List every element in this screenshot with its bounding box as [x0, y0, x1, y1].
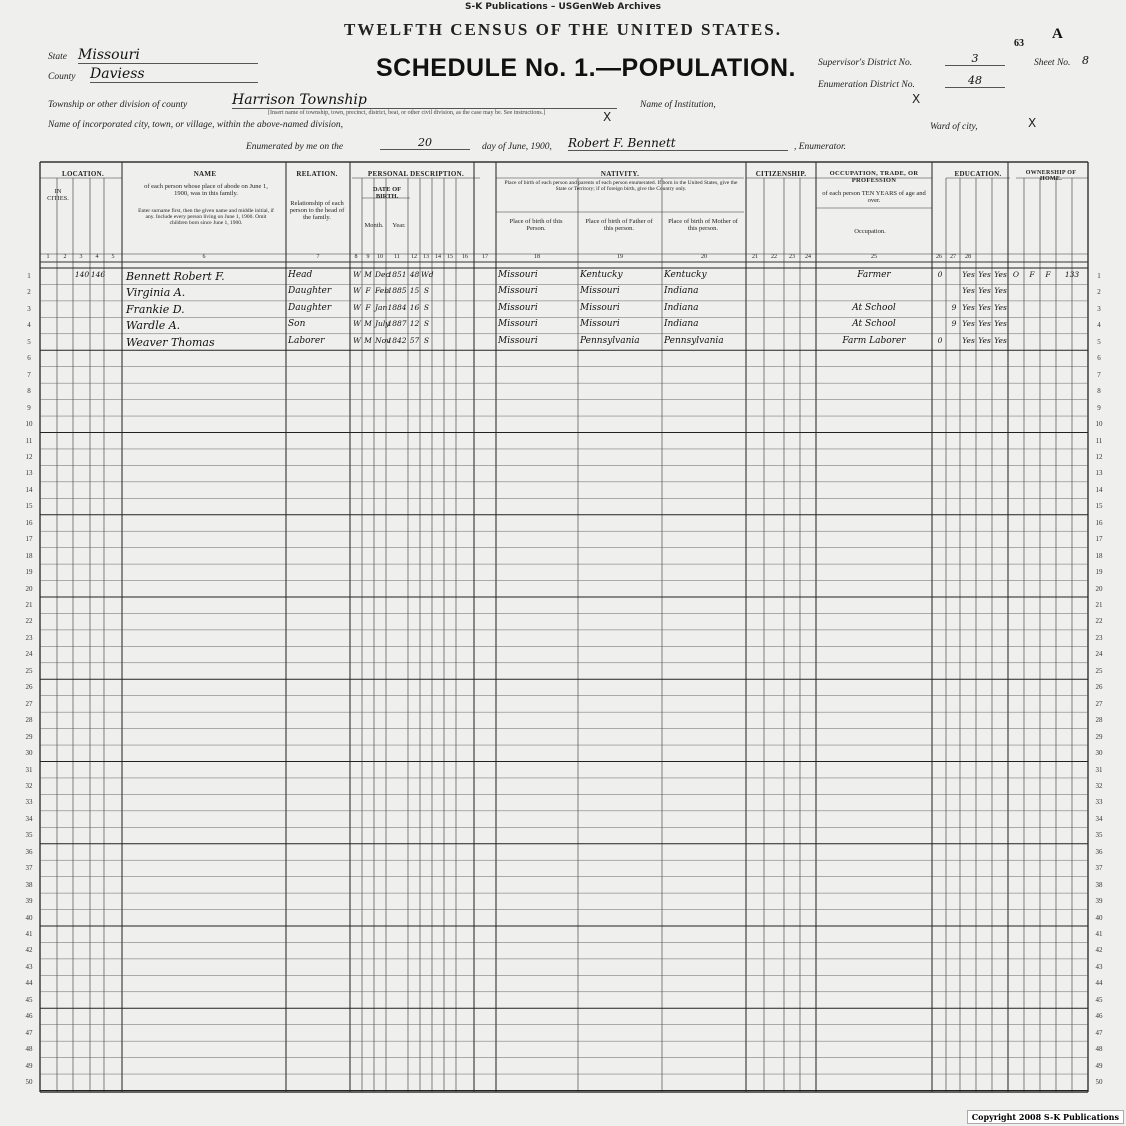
column-number: 25 [871, 254, 877, 260]
line-number: 25 [25, 666, 33, 675]
column-number: 7 [316, 254, 320, 260]
cell-months-unemployed: 0 [937, 335, 943, 345]
column-number: 9 [366, 254, 370, 260]
column-number: 6 [202, 254, 206, 260]
column-number: 12 [411, 254, 417, 260]
cell-year: 1885 [387, 286, 407, 296]
line-number: 26 [25, 683, 33, 692]
header-pob-father: Place of birth of Father of this person. [585, 218, 653, 232]
line-number: 20 [1095, 584, 1103, 593]
line-number: 22 [25, 617, 33, 626]
line-number: 42 [1095, 946, 1103, 955]
line-number: 47 [25, 1028, 33, 1037]
column-number: 17 [482, 254, 488, 260]
column-number: 26 [936, 254, 942, 260]
cell-write: Yes [978, 270, 991, 279]
cell-pob-mother: Indiana [664, 286, 699, 297]
header-name-desc: of each person whose place of abode on June 1, 1900, was in this family. [144, 183, 268, 197]
column-number: 19 [617, 254, 623, 260]
cell-marital: S [423, 286, 430, 296]
cell-year: 1887 [387, 319, 407, 329]
header-occupation: OCCUPATION, TRADE, OR PROFESSION [829, 170, 919, 184]
cell-color: W [353, 302, 361, 312]
institution-label: Name of Institution, [640, 100, 716, 110]
cell-occupation: At School [852, 319, 896, 330]
cell-pob: Missouri [498, 335, 538, 346]
cell-pob: Missouri [498, 286, 538, 297]
line-number: 12 [25, 452, 33, 461]
cell-pob-mother: Indiana [664, 302, 699, 313]
line-number: 35 [1095, 831, 1103, 840]
column-number: 1 [46, 254, 50, 260]
cell-schedule-no: 133 [1064, 270, 1080, 279]
cell-relation: Laborer [288, 335, 325, 346]
column-number: 5 [111, 254, 115, 260]
cell-occupation: At School [852, 302, 896, 313]
line-number: 18 [25, 551, 33, 560]
header-in-cities: IN CITIES. [47, 188, 69, 202]
township-value: Harrison Township [232, 92, 617, 109]
cell-read: Yes [962, 286, 975, 296]
supervisor-label: Supervisor's District No. [818, 58, 913, 68]
cell-read: Yes [962, 335, 975, 345]
cell-pob-father: Missouri [580, 302, 620, 313]
publisher-caption: S-K Publications – USGenWeb Archives [465, 2, 661, 12]
header-pob-person: Place of birth of this Person. [509, 218, 563, 232]
line-number: 38 [1095, 880, 1103, 889]
line-number: 41 [25, 930, 33, 938]
line-number: 33 [25, 798, 33, 807]
line-number: 27 [25, 699, 33, 708]
state-label: State [48, 52, 67, 62]
column-number: 20 [701, 254, 707, 260]
cell-write: Yes [978, 302, 991, 312]
line-number: 29 [25, 732, 33, 741]
cell-sex: M [364, 335, 372, 345]
line-number: 44 [25, 979, 33, 988]
cell-color: W [353, 270, 361, 279]
line-number: 50 [1095, 1078, 1103, 1087]
cell-month: Feb [375, 286, 390, 296]
cell-owned: O [1012, 270, 1020, 279]
line-number: 31 [25, 765, 33, 774]
cell-month: Nov [375, 335, 391, 345]
sheet-letter: A [1052, 26, 1063, 42]
line-number: 18 [1095, 551, 1103, 560]
cell-dwelling: 140 [74, 270, 90, 279]
cell-farm-house: F [1045, 270, 1051, 279]
line-number: 43 [1095, 962, 1103, 971]
column-number: 11 [394, 254, 400, 260]
cell-color: W [353, 335, 361, 345]
cell-year: 1851 [387, 270, 407, 279]
city-label: Name of incorporated city, town, or village, within the above-named division, [48, 120, 343, 130]
column-number: 13 [423, 254, 429, 260]
cell-pob-father: Missouri [580, 319, 620, 330]
line-number: 46 [1095, 1012, 1103, 1021]
cell-english: Yes [994, 335, 1007, 345]
census-title: TWELFTH CENSUS OF THE UNITED STATES. [344, 20, 782, 39]
header-ownership: OWNERSHIP OF HOME. [1025, 170, 1077, 182]
column-number: 23 [789, 254, 795, 260]
line-number: 50 [25, 1078, 33, 1087]
header-name-inst: Enter surname first, then the given name and middle initial, if any. Include every person living on June 1, 1900. Omit children born since June 1, 1900. [138, 208, 274, 226]
cell-age: 48 [409, 270, 420, 279]
cell-write: Yes [978, 335, 991, 345]
header-nativity-desc: Place of birth of each person and parents of each person enumerated. If born in the United States, give the State or Territory; if of foreign birth, give the Country only. [504, 180, 738, 192]
line-number: 17 [1095, 535, 1103, 544]
column-number: 28 [965, 254, 971, 260]
cell-sex: F [365, 302, 371, 312]
stamp-number: 63 [1014, 38, 1024, 49]
column-number: 24 [805, 254, 811, 260]
township-note: [Insert name of township, town, precinct, district, beat, or other civil division, as the case may be. See instructions.] [268, 110, 546, 116]
header-occupation-col: Occupation. [854, 228, 886, 235]
column-number: 22 [771, 254, 777, 260]
cell-name: Wardle A. [126, 319, 181, 333]
header-relation: RELATION. [296, 170, 338, 178]
sheet-value: 8 [1082, 54, 1089, 67]
ward-label: Ward of city, [930, 122, 978, 132]
cell-sex: F [365, 286, 371, 296]
line-number: 24 [1095, 650, 1103, 659]
schedule-title: SCHEDULE No. 1.—POPULATION. [376, 54, 797, 82]
header-pob-mother: Place of birth of Mother of this person. [668, 218, 738, 232]
column-number: 8 [354, 254, 358, 260]
cell-english: Yes [994, 302, 1007, 312]
line-number: 15 [25, 502, 33, 511]
line-number: 32 [1095, 781, 1103, 790]
cell-occupation: Farmer [857, 270, 891, 280]
header-nativity: NATIVITY. [600, 170, 640, 178]
line-number: 28 [25, 716, 33, 725]
column-number: 15 [447, 254, 453, 260]
state-value: Missouri [78, 47, 258, 64]
line-number: 34 [1095, 814, 1103, 823]
county-label: County [48, 72, 76, 82]
line-number: 20 [25, 584, 33, 593]
line-number: 10 [25, 420, 33, 429]
line-number: 14 [25, 485, 33, 494]
line-number: 7 [1097, 370, 1101, 379]
cell-year: 1884 [387, 302, 407, 312]
enumeration-label: Enumeration District No. [818, 80, 915, 90]
cell-pob-father: Pennsylvania [580, 335, 640, 346]
line-number: 43 [25, 962, 33, 971]
line-number: 38 [25, 880, 33, 889]
line-number: 3 [27, 304, 31, 313]
line-number: 8 [1097, 387, 1101, 396]
line-number: 48 [1095, 1045, 1103, 1054]
line-number: 9 [27, 403, 31, 412]
line-number: 21 [1095, 601, 1103, 609]
cell-name: Bennett Robert F. [126, 270, 225, 283]
cell-read: Yes [962, 302, 975, 312]
cell-age: 57 [409, 335, 420, 345]
line-number: 1 [1097, 272, 1101, 280]
cell-read: Yes [962, 270, 975, 279]
column-number: 10 [377, 254, 383, 260]
cell-pob: Missouri [498, 270, 538, 280]
line-number: 21 [25, 601, 33, 609]
line-number: 4 [1097, 321, 1101, 330]
line-number: 37 [25, 864, 33, 873]
cell-family: 146 [90, 270, 106, 279]
header-citizenship: CITIZENSHIP. [755, 170, 807, 178]
line-number: 8 [27, 387, 31, 396]
line-number: 27 [1095, 699, 1103, 708]
line-number: 4 [27, 321, 31, 330]
line-number: 16 [25, 518, 33, 527]
line-number: 3 [1097, 304, 1101, 313]
column-number: 4 [95, 254, 99, 260]
line-number: 39 [1095, 897, 1103, 906]
cell-name: Virginia A. [126, 286, 186, 300]
line-number: 37 [1095, 864, 1103, 873]
line-number: 14 [1095, 485, 1103, 494]
cell-month: Dec [375, 270, 390, 279]
line-number: 40 [1095, 913, 1103, 922]
enumerator-signature: Robert F. Bennett [568, 136, 788, 151]
cell-color: W [353, 319, 361, 329]
column-number: 14 [435, 254, 441, 260]
cell-age: 16 [409, 302, 420, 312]
line-number: 2 [1097, 288, 1101, 297]
line-number: 22 [1095, 617, 1103, 626]
header-occupation-desc: of each person TEN YEARS of age and over. [822, 190, 926, 204]
line-number: 34 [25, 814, 33, 823]
column-number: 27 [950, 254, 956, 260]
cell-pob: Missouri [498, 319, 538, 330]
line-number: 9 [1097, 403, 1101, 412]
cell-english: Yes [994, 270, 1007, 279]
line-number: 13 [25, 469, 33, 478]
cell-age: 12 [409, 319, 420, 329]
line-number: 28 [1095, 716, 1103, 725]
line-number: 23 [25, 633, 33, 642]
line-number: 42 [25, 946, 33, 955]
cell-free: F [1029, 270, 1035, 279]
cell-marital: Wd [421, 270, 434, 279]
township-label: Township or other division of county [48, 100, 188, 110]
cell-pob-mother: Pennsylvania [664, 335, 724, 346]
line-number: 19 [1095, 568, 1103, 577]
line-number: 29 [1095, 732, 1103, 741]
line-number: 23 [1095, 633, 1103, 642]
line-number: 24 [25, 650, 33, 659]
line-number: 48 [25, 1045, 33, 1054]
line-number: 45 [25, 995, 33, 1004]
cell-marital: S [423, 302, 430, 312]
header-relation-desc: Relationship of each person to the head of the family. [289, 200, 345, 221]
cell-attended: 9 [951, 319, 957, 329]
line-number: 2 [27, 288, 31, 297]
cell-pob-father: Kentucky [580, 270, 623, 280]
line-number: 25 [1095, 666, 1103, 675]
header-location: LOCATION. [61, 170, 105, 178]
line-number: 5 [27, 337, 31, 346]
enumerator-label: , Enumerator. [794, 142, 846, 152]
line-number: 11 [25, 436, 33, 445]
line-number: 49 [25, 1061, 33, 1070]
line-number: 6 [27, 354, 31, 363]
cell-age: 15 [409, 286, 420, 296]
cell-name: Weaver Thomas [126, 335, 215, 349]
cell-month: Jan [375, 302, 388, 312]
cell-sex: M [364, 270, 372, 279]
line-number: 11 [1095, 436, 1103, 445]
line-number: 31 [1095, 765, 1103, 774]
line-number: 47 [1095, 1028, 1103, 1037]
header-month: Month. [364, 222, 384, 229]
line-number: 35 [25, 831, 33, 840]
supervisor-value: 3 [945, 52, 1005, 66]
line-number: 33 [1095, 798, 1103, 807]
cell-write: Yes [978, 319, 991, 329]
enumerated-prefix: Enumerated by me on the [246, 142, 344, 152]
cell-months-unemployed: 0 [937, 270, 943, 279]
line-number: 46 [25, 1012, 33, 1021]
cell-read: Yes [962, 319, 975, 329]
line-number: 16 [1095, 518, 1103, 527]
column-number: 16 [462, 254, 468, 260]
line-number: 10 [1095, 420, 1103, 429]
cell-attended: 9 [951, 302, 957, 312]
line-number: 30 [25, 749, 33, 758]
header-personal: PERSONAL DESCRIPTION. [367, 170, 465, 178]
line-number: 44 [1095, 979, 1103, 988]
line-number: 36 [25, 847, 33, 856]
ward-value: X [1028, 116, 1037, 130]
line-number: 5 [1097, 337, 1101, 346]
column-number: 18 [534, 254, 540, 260]
line-number: 49 [1095, 1061, 1103, 1070]
line-number: 12 [1095, 452, 1103, 461]
header-date-of-birth: DATE OF BIRTH. [372, 186, 402, 200]
line-number: 6 [1097, 354, 1101, 363]
line-number: 36 [1095, 847, 1103, 856]
cell-pob-father: Missouri [580, 286, 620, 297]
cell-pob-mother: Indiana [664, 319, 699, 330]
header-year: Year. [392, 222, 406, 229]
cell-relation: Daughter [288, 286, 332, 297]
line-number: 19 [25, 568, 33, 577]
city-value: X [603, 110, 612, 124]
cell-relation: Son [288, 319, 306, 330]
line-number: 1 [27, 272, 31, 280]
line-number: 32 [25, 781, 33, 790]
enumerated-day: 20 [380, 136, 470, 150]
cell-write: Yes [978, 286, 991, 296]
enumeration-value: 48 [945, 74, 1005, 88]
cell-relation: Daughter [288, 302, 332, 313]
cell-month: July [375, 319, 390, 329]
enumerated-middle: day of June, 1900, [482, 142, 552, 152]
cell-marital: S [423, 335, 430, 345]
cell-english: Yes [994, 286, 1007, 296]
header-name: NAME [193, 170, 217, 178]
cell-color: W [353, 286, 361, 296]
line-number: 45 [1095, 995, 1103, 1004]
county-value: Daviess [90, 66, 258, 83]
cell-pob-mother: Kentucky [664, 270, 707, 280]
line-number: 26 [1095, 683, 1103, 692]
line-number: 7 [27, 370, 31, 379]
cell-marital: S [423, 319, 430, 329]
cell-english: Yes [994, 319, 1007, 329]
cell-pob: Missouri [498, 302, 538, 313]
line-number: 41 [1095, 930, 1103, 938]
line-number: 30 [1095, 749, 1103, 758]
column-number: 21 [752, 254, 758, 260]
cell-relation: Head [288, 270, 313, 280]
line-number: 39 [25, 897, 33, 906]
institution-value: X [912, 92, 921, 106]
line-number: 40 [25, 913, 33, 922]
sheet-label: Sheet No. [1034, 58, 1071, 68]
cell-year: 1842 [387, 335, 407, 345]
cell-name: Frankie D. [126, 302, 185, 316]
header-education: EDUCATION. [954, 170, 1002, 178]
cell-occupation: Farm Laborer [842, 335, 906, 346]
line-number: 17 [25, 535, 33, 544]
copyright-notice: Copyright 2008 S-K Publications [967, 1110, 1124, 1124]
cell-sex: M [364, 319, 372, 329]
column-number: 3 [79, 254, 83, 260]
column-number: 2 [63, 254, 67, 260]
line-number: 13 [1095, 469, 1103, 478]
line-number: 15 [1095, 502, 1103, 511]
